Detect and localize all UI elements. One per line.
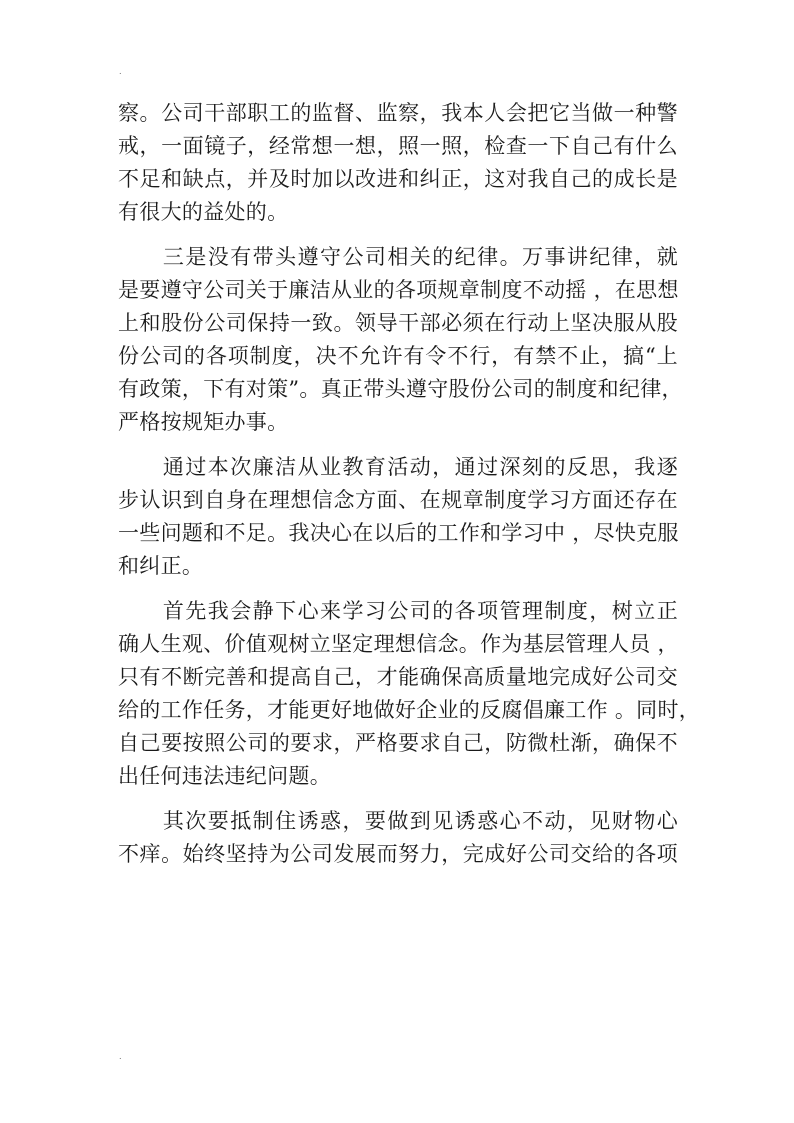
paragraph-line: 确人生观、价值观树立坚定理想信念。作为基层管理人员 ， bbox=[118, 632, 679, 656]
paragraph-line: 一些问题和不足。我决心在以后的工作和学习中 ，尽快克服 bbox=[118, 521, 679, 545]
paragraph-line: 上和股份公司保持一致。领导干部必须在行动上坚决服从股 bbox=[118, 311, 678, 335]
paragraph-line: 戒，一面镜子，经常想一想，照一照，检查一下自己有什么 bbox=[118, 134, 678, 158]
paragraph-gap bbox=[118, 229, 678, 241]
paragraph-line: 步认识到自身在理想信念方面、在规章制度学习方面还存在 bbox=[118, 488, 678, 512]
paragraph-line: 察。公司干部职工的监督、监察，我本人会把它当做一种警 bbox=[118, 101, 678, 125]
paragraph-line: 严格按规矩办事。 bbox=[118, 410, 289, 434]
paragraph-line: 只有不断完善和提高自己，才能确保高质量地完成好公司交 bbox=[118, 665, 678, 689]
paragraph-line: 三是没有带头遵守公司相关的纪律。万事讲纪律，就 bbox=[118, 245, 678, 269]
paragraph-1 bbox=[118, 97, 678, 229]
paragraph-line: 份公司的各项制度，决不允许有令不行，有禁不止，搞“上 bbox=[118, 344, 678, 368]
paragraph-2 bbox=[118, 241, 683, 439]
paragraph-line: 给的工作任务，才能更好地做好企业的反腐倡廉工作 。同时， bbox=[118, 698, 701, 722]
paragraph-4 bbox=[118, 595, 701, 793]
paragraph-5 bbox=[118, 805, 678, 871]
paragraph-line: 不足和缺点，并及时加以改进和纠正，这对我自己的成长是 bbox=[118, 167, 678, 191]
paragraph-3 bbox=[118, 451, 678, 583]
bottom-corner-mark: . bbox=[119, 1052, 122, 1061]
paragraph-line: 其次要抵制住诱惑，要做到见诱惑心不动，见财物心 bbox=[118, 809, 678, 833]
paragraph-line: 首先我会静下心来学习公司的各项管理制度，树立正 bbox=[118, 599, 678, 623]
paragraph-line: 自己要按照公司的要求，严格要求自己，防微杜渐，确保不 bbox=[118, 731, 678, 755]
paragraph-line: 是要遵守公司关于廉洁从业的各项规章制度不动摇 ，在思想 bbox=[118, 278, 679, 302]
paragraph-line: 出任何违法违纪问题。 bbox=[118, 764, 331, 788]
document-body bbox=[118, 97, 701, 871]
paragraph-gap bbox=[118, 793, 678, 805]
paragraph-line: 不痒。始终坚持为公司发展而努力，完成好公司交给的各项 bbox=[118, 842, 678, 866]
paragraph-gap bbox=[118, 583, 678, 595]
paragraph-line: 有政策，下有对策”。真正带头遵守股份公司的制度和纪律， bbox=[118, 377, 683, 401]
paragraph-line: 和纠正。 bbox=[118, 554, 204, 578]
top-corner-mark: . bbox=[119, 67, 122, 76]
paragraph-gap bbox=[118, 439, 678, 451]
paragraph-line: 有很大的益处的。 bbox=[118, 200, 289, 224]
paragraph-line: 通过本次廉洁从业教育活动，通过深刻的反思，我逐 bbox=[118, 455, 678, 479]
